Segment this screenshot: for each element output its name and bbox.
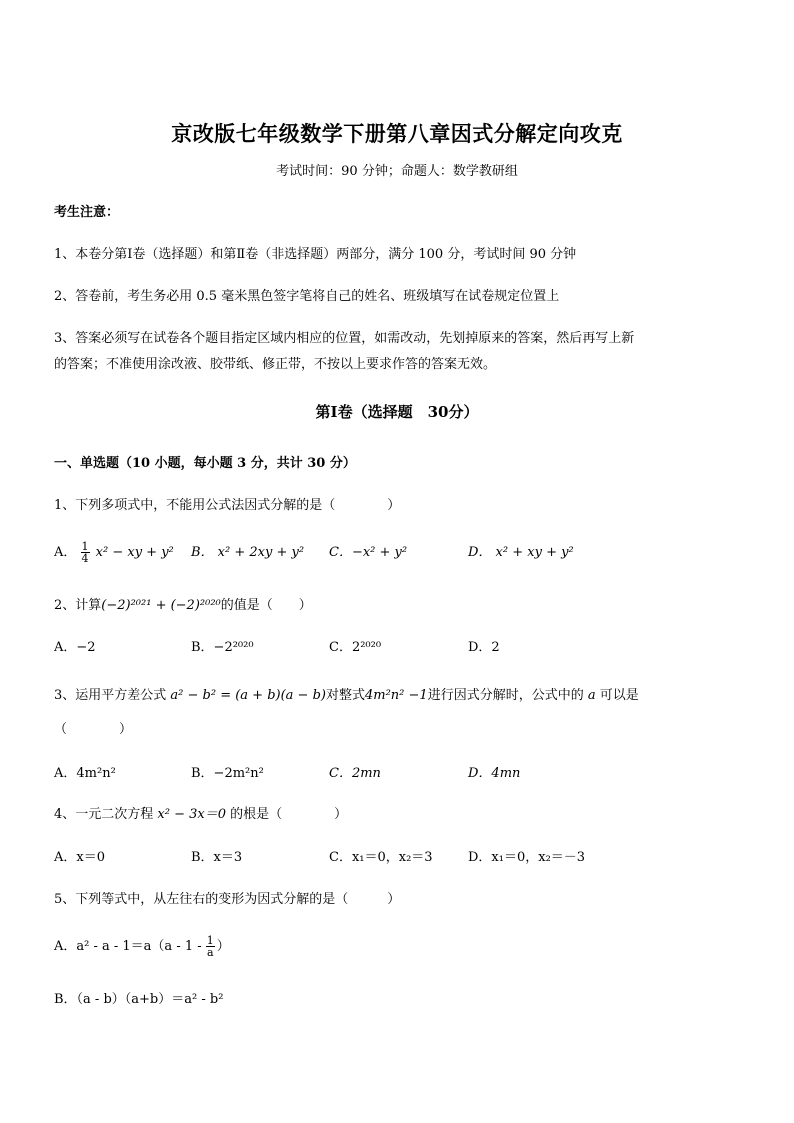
fraction [206, 935, 215, 958]
option-b: B．−2m²n² [191, 766, 264, 781]
fraction [81, 541, 90, 564]
exam-subtitle: 考试时间：90 分钟；命题人：数学教研组 [276, 164, 518, 179]
question-5-option-b: B．（a - b）（a+b）＝a² - b² [54, 992, 224, 1007]
option-d: D． x² + xy + y² [468, 545, 574, 560]
note-item: 1、本卷分第Ⅰ卷（选择题）和第Ⅱ卷（非选择题）两部分，满分 100 分，考试时间 90 分钟 [54, 247, 577, 262]
stem-text: 对整式 [325, 688, 365, 703]
option-c: C．x₁＝0，x₂＝3 [329, 850, 433, 865]
option-b: B．x＝3 [191, 850, 243, 865]
option-a: A．x＝0 [54, 850, 105, 865]
fraction-denominator: 4 [81, 552, 89, 565]
stem-text: 2、计算 [54, 598, 102, 613]
notes-heading: 考生注意： [54, 205, 120, 220]
option-c: C．−x² + y² [329, 545, 408, 560]
question-5-option-a [54, 935, 230, 958]
question-2-stem [54, 594, 312, 613]
option-a: A．−2 [54, 640, 96, 655]
stem-text: 的根是（ ） [230, 807, 348, 822]
note-item: 2、答卷前，考生务必用 0.5 毫米黑色签字笔将自己的姓名、班级填写在试卷规定位置上 [54, 289, 560, 304]
question-3-answer-blank: （ ） [54, 722, 133, 737]
section-heading: 一、单选题（10 小题，每小题 3 分，共计 30 分） [54, 456, 356, 471]
part1-title: 第Ⅰ卷（选择题 30分） [315, 403, 479, 421]
stem-expression: 4m²n² −1 [365, 688, 428, 703]
option-d: D．2 [468, 640, 500, 655]
stem-variable: a [587, 688, 596, 703]
stem-formula: a² − b² = (a + b)(a − b) [170, 688, 326, 703]
option-label: A． [54, 545, 77, 560]
note-item: 3、答案必须写在试卷各个题目指定区域内相应的位置，如需改动，先划掉原来的答案，然后再写上新 [54, 331, 635, 346]
question-3-stem [54, 684, 639, 703]
option-d: D．4mn [468, 766, 521, 781]
fraction-numerator: 1 [81, 540, 89, 553]
page-title: 京改版七年级数学下册第八章因式分解定向攻克 [171, 121, 623, 146]
note-item-continued: 的答案；不准使用涂改液、胶带纸、修正带，不按以上要求作答的答案无效。 [54, 357, 497, 372]
question-5-stem: 5、下列等式中，从左往右的变形为因式分解的是（ ） [54, 892, 401, 907]
stem-text: 4、一元二次方程 [54, 807, 154, 822]
question-1-stem: 1、下列多项式中，不能用公式法因式分解的是（ ） [54, 498, 401, 513]
stem-text: 的值是（ ） [220, 598, 312, 613]
option-b: B．−2²⁰²⁰ [191, 640, 254, 655]
fraction-numerator: 1 [206, 934, 214, 947]
option-text: ） [216, 939, 230, 954]
option-a [54, 541, 174, 564]
option-c: C．2²⁰²⁰ [329, 640, 382, 655]
stem-expression: (−2)²⁰²¹ + (−2)²⁰²⁰ [101, 598, 221, 613]
fraction-denominator: a [207, 946, 214, 959]
option-d: D．x₁＝0，x₂＝－3 [468, 850, 586, 865]
option-c: C．2mn [329, 766, 381, 781]
option-expression: x² − xy + y² [95, 545, 174, 560]
option-text: A．a² - a - 1＝a（a - 1 - [54, 939, 202, 954]
stem-equation: x² − 3x＝0 [157, 807, 226, 822]
option-b: B． x² + 2xy + y² [191, 545, 305, 560]
stem-text: 可以是 [599, 688, 639, 703]
question-4-stem [54, 803, 347, 822]
stem-text: 进行因式分解时，公式中的 [427, 688, 584, 703]
option-a: A．4m²n² [54, 766, 116, 781]
stem-text: 3、运用平方差公式 [54, 688, 167, 703]
